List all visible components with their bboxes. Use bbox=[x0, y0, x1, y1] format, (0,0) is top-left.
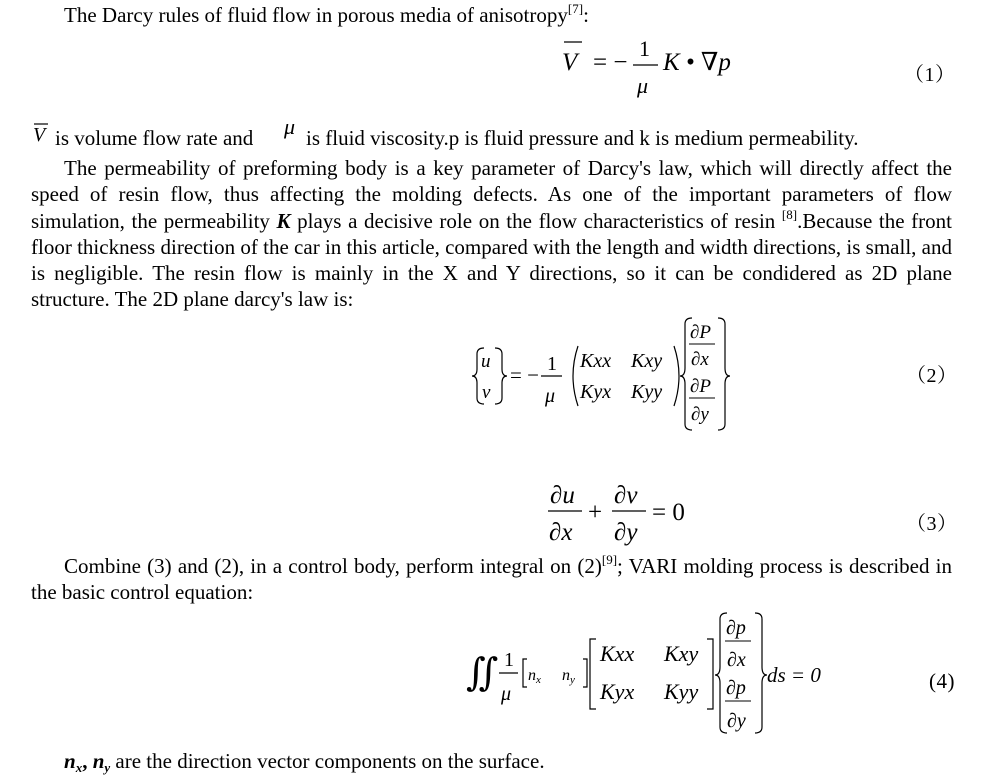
eq3-dv: ∂v bbox=[614, 482, 638, 509]
footer-nx: n bbox=[64, 749, 76, 773]
eq4-kxy: Kxy bbox=[664, 641, 699, 666]
eq4-kyy: Kyy bbox=[664, 679, 699, 704]
equation-4 bbox=[466, 609, 836, 739]
eq4-tail: ds = 0 bbox=[767, 663, 821, 687]
eq2-kxx: Kxx bbox=[580, 350, 612, 372]
footer-text: are the direction vector components on the surface. bbox=[110, 749, 545, 773]
eq2-dp-bottom: ∂P bbox=[690, 376, 711, 397]
paragraph-control-equation bbox=[31, 553, 952, 606]
eq2-dp-top: ∂P bbox=[690, 322, 711, 343]
footer-ny-sub: y bbox=[104, 760, 111, 775]
eq4-ny: ny bbox=[562, 667, 575, 686]
eq2-kyy: Kyy bbox=[631, 381, 663, 403]
eq2-v: v bbox=[482, 382, 491, 403]
eq3-dy: ∂y bbox=[614, 519, 638, 546]
eq4-dp-bottom: ∂p bbox=[726, 677, 746, 699]
eq4-num: 1 bbox=[504, 649, 514, 671]
eq1-op: = − bbox=[593, 49, 628, 76]
definitions-line bbox=[31, 116, 961, 150]
paragraph-permeability bbox=[31, 155, 952, 313]
equation-1-number: （1） bbox=[904, 64, 956, 86]
eq4-dy: ∂y bbox=[727, 710, 746, 732]
eq4-nx: nx bbox=[528, 667, 541, 686]
symbol-k-bold: K bbox=[276, 208, 291, 233]
equation-2 bbox=[468, 312, 738, 436]
para2-text-b: ; VARI molding process is described in the basic control equation: bbox=[31, 554, 952, 605]
intro-colon: : bbox=[583, 3, 589, 27]
equation-3 bbox=[542, 478, 712, 550]
eq4-dx: ∂x bbox=[727, 649, 746, 671]
eq1-lhs: V bbox=[562, 49, 578, 76]
symbol-mu: μ bbox=[284, 114, 296, 139]
para1-text-c: .Because the front floor thickness direction of the car in this article, compared with the length and width directions, is small, and is negligible. The resin flow is mainly in the X and Y directions, so it can be condidered as 2D plane structure. The 2D plane darcy's law is: bbox=[31, 208, 952, 312]
eq1-num: 1 bbox=[639, 36, 650, 61]
def-text-1: is volume flow rate and bbox=[55, 126, 254, 150]
eq3-plus: + bbox=[588, 499, 603, 526]
equation-1 bbox=[555, 30, 775, 100]
citation-ref-7: [7] bbox=[567, 1, 584, 16]
eq2-dy: ∂y bbox=[691, 404, 709, 425]
eq2-num: 1 bbox=[547, 353, 557, 375]
eq4-den: μ bbox=[501, 683, 512, 705]
citation-ref-8: [8] bbox=[781, 206, 798, 222]
eq3-dx: ∂x bbox=[549, 519, 573, 546]
eq2-den: μ bbox=[545, 385, 556, 407]
equation-2-number: （2） bbox=[906, 365, 958, 387]
def-text-2: is fluid viscosity.p is fluid pressure and k is medium permeability. bbox=[306, 126, 859, 150]
para1-text-b: plays a decisive role on the flow characteristics of resin bbox=[297, 208, 776, 233]
footer-ny: n bbox=[92, 749, 105, 773]
eq4-kyx: Kyx bbox=[600, 679, 635, 704]
eq4-kxx: Kxx bbox=[600, 641, 635, 666]
eq1-rhs: K • ∇p bbox=[663, 49, 731, 76]
symbol-v-bar bbox=[31, 118, 55, 148]
footer-nx-sub: x bbox=[75, 760, 83, 775]
svg-text:V: V bbox=[33, 124, 46, 146]
footer-line bbox=[64, 748, 545, 774]
eq1-den: μ bbox=[637, 73, 649, 98]
eq2-u: u bbox=[481, 351, 491, 372]
citation-ref-9: [9] bbox=[601, 552, 618, 567]
footer-sep: , bbox=[82, 749, 93, 773]
eq3-du: ∂u bbox=[550, 482, 575, 509]
eq4-integral: ∬ bbox=[466, 652, 499, 694]
para2-text-a: Combine (3) and (2), in a control body, perform integral on (2) bbox=[64, 554, 602, 578]
equation-3-number: （3） bbox=[906, 513, 958, 535]
intro-line bbox=[64, 2, 589, 28]
eq2-kxy: Kxy bbox=[631, 350, 663, 372]
eq4-dp-top: ∂p bbox=[726, 617, 746, 639]
equation-4-number: (4) bbox=[929, 669, 955, 693]
eq2-dx: ∂x bbox=[691, 349, 709, 370]
eq2-op: = − bbox=[510, 363, 539, 387]
eq3-rhs: = 0 bbox=[652, 499, 685, 526]
eq2-kyx: Kyx bbox=[580, 381, 612, 403]
intro-text: The Darcy rules of fluid flow in porous media of anisotropy bbox=[64, 3, 568, 27]
para1-text-a: The permeability of preforming body is a key parameter of Darcy's law, which will directly affect the speed of resin flow, thus affecting the molding defects. As one of the important parameters of flow simulation, the permeability bbox=[31, 156, 952, 233]
